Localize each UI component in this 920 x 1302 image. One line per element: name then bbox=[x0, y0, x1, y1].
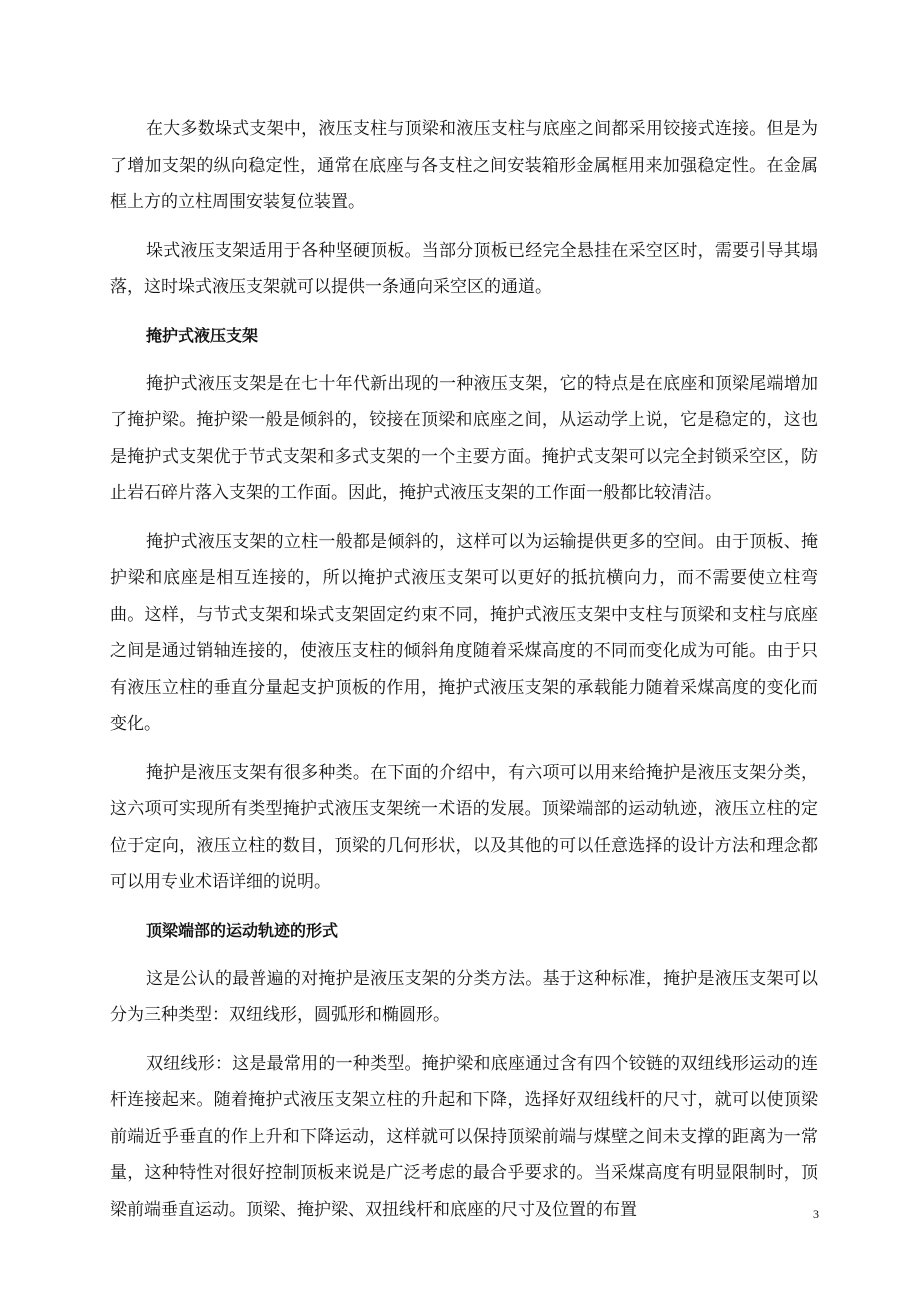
paragraph-3: 掩护式液压支架是在七十年代新出现的一种液压支架，它的特点是在底座和顶梁尾端增加了掩护梁。掩护梁一般是倾斜的，铰接在顶梁和底座之间，从运动学上说，它是稳定的，这也是掩护式支架优于节式支架和多式支架的一个主要方面。掩护式支架可以完全封锁采空区，防止岩石碎片落入支架的工作面。因此，掩护式液压支架的工作面一般都比较清洁。 bbox=[110, 373, 818, 503]
section-heading-shield-support: 掩护式液压支架 bbox=[146, 325, 259, 345]
paragraph-5: 掩护是液压支架有很多种类。在下面的介绍中，有六项可以用来给掩护是液压支架分类，这六项可实现所有类型掩护式液压支架统一术语的发展。顶梁端部的运动轨迹，液压立柱的定位于定向，液压立柱的数目，顶梁的几何形状，以及其他的可以任意选择的设计方法和理念都可以用专业术语详细的说明。 bbox=[110, 762, 818, 892]
page-number: 3 bbox=[813, 1207, 819, 1221]
section-heading-canopy-trajectory: 顶梁端部的运动轨迹的形式 bbox=[146, 920, 339, 940]
paragraph-2: 垛式液压支架适用于各种坚硬顶板。当部分顶板已经完全悬挂在采空区时，需要引导其塌落，这时垛式液压支架就可以提供一条通向采空区的通道。 bbox=[110, 240, 818, 297]
paragraph-1: 在大多数垛式支架中，液压支柱与顶梁和液压支柱与底座之间都采用铰接式连接。但是为了增加支架的纵向稳定性，通常在底座与各支柱之间安装箱形金属框用来加强稳定性。在金属框上方的立柱周围安装复位装置。 bbox=[110, 119, 818, 212]
document-body bbox=[110, 111, 818, 1240]
paragraph-4: 掩护式液压支架的立柱一般都是倾斜的，这样可以为运输提供更多的空间。由于顶板、掩护梁和底座是相互连接的，所以掩护式液压支架可以更好的抵抗横向力，而不需要使立柱弯曲。这样，与节式支架和垛式支架固定约束不同，掩护式液压支架中支柱与顶梁和支柱与底座之间是通过销轴连接的，使液压支柱的倾斜角度随着采煤高度的不同而变化成为可能。由于只有液压立柱的垂直分量起支护顶板的作用，掩护式液压支架的承载能力随着采煤高度的变化而变化。 bbox=[110, 531, 818, 734]
paragraph-7: 双纽线形：这是最常用的一种类型。掩护梁和底座通过含有四个铰链的双纽线形运动的连杆连接起来。随着掩护式液压支架立柱的升起和下降，选择好双纽线杆的尺寸，就可以使顶梁前端近乎垂直的作上升和下降运动，这样就可以保持顶梁前端与煤壁之间未支撑的距离为一常量，这种特性对很好控制顶板来说是广泛考虑的最合乎要求的。当采煤高度有明显限制时，顶梁前端垂直运动。顶梁、掩护梁、双扭线杆和底座的尺寸及位置的布置 bbox=[110, 1053, 818, 1220]
paragraph-6: 这是公认的最普遍的对掩护是液压支架的分类方法。基于这种标准，掩护是液压支架可以分为三种类型：双纽线形，圆弧形和椭圆形。 bbox=[110, 968, 818, 1025]
